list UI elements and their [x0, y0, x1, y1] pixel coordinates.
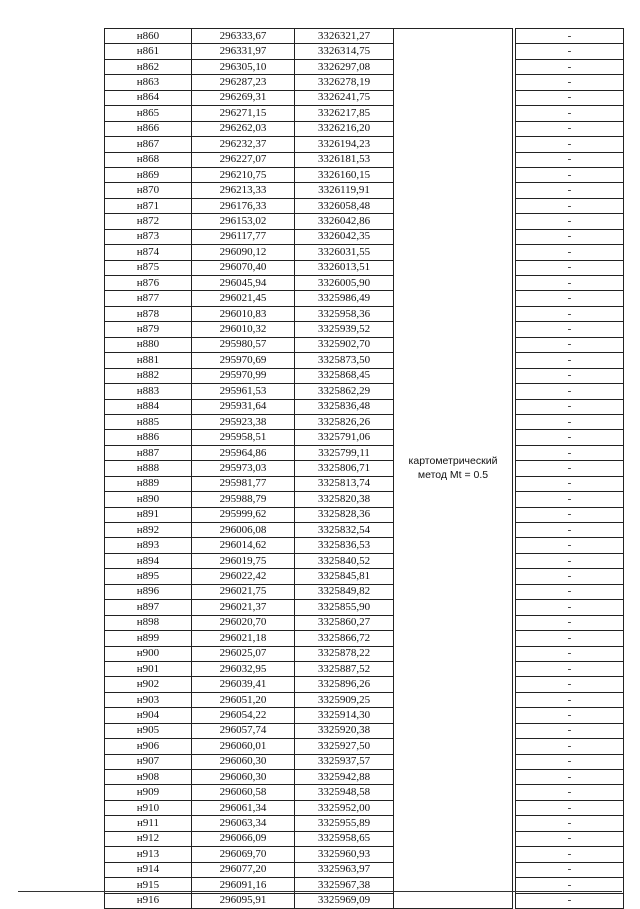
- table-row: [105, 276, 624, 291]
- point-id-cell: н868: [105, 152, 192, 167]
- x-coordinate-cell: 295923,38: [192, 414, 295, 429]
- point-id-cell: н875: [105, 260, 192, 275]
- accuracy-cell: -: [516, 137, 624, 152]
- point-id-cell: н863: [105, 75, 192, 90]
- y-coordinate-cell: 3326194,23: [295, 137, 394, 152]
- coordinates-table-wrapper: [104, 28, 619, 907]
- table-row: [105, 245, 624, 260]
- table-row: [105, 106, 624, 121]
- accuracy-cell: -: [516, 785, 624, 800]
- table-row: [105, 152, 624, 167]
- accuracy-cell: -: [516, 754, 624, 769]
- point-id-cell: н885: [105, 414, 192, 429]
- table-row: [105, 229, 624, 244]
- table-row: [105, 739, 624, 754]
- point-id-cell: н890: [105, 492, 192, 507]
- point-id-cell: н907: [105, 754, 192, 769]
- table-row: [105, 862, 624, 877]
- table-row: [105, 723, 624, 738]
- y-coordinate-cell: 3325896,26: [295, 677, 394, 692]
- bottom-divider: [18, 891, 622, 892]
- table-row: [105, 800, 624, 815]
- table-row: [105, 492, 624, 507]
- x-coordinate-cell: 296014,62: [192, 538, 295, 553]
- accuracy-cell: -: [516, 90, 624, 105]
- y-coordinate-cell: 3326160,15: [295, 167, 394, 182]
- point-id-cell: н906: [105, 739, 192, 754]
- x-coordinate-cell: 296077,20: [192, 862, 295, 877]
- x-coordinate-cell: 296010,83: [192, 306, 295, 321]
- table-row: [105, 770, 624, 785]
- accuracy-cell: -: [516, 306, 624, 321]
- accuracy-cell: -: [516, 661, 624, 676]
- point-id-cell: н892: [105, 523, 192, 538]
- accuracy-cell: -: [516, 245, 624, 260]
- x-coordinate-cell: 296057,74: [192, 723, 295, 738]
- x-coordinate-cell: 296066,09: [192, 831, 295, 846]
- table-row: [105, 183, 624, 198]
- accuracy-cell: -: [516, 445, 624, 460]
- y-coordinate-cell: 3325955,89: [295, 816, 394, 831]
- table-row: [105, 600, 624, 615]
- point-id-cell: н914: [105, 862, 192, 877]
- y-coordinate-cell: 3325969,09: [295, 893, 394, 908]
- x-coordinate-cell: 296213,33: [192, 183, 295, 198]
- table-row: [105, 306, 624, 321]
- point-id-cell: н899: [105, 631, 192, 646]
- table-row: [105, 44, 624, 59]
- point-id-cell: н879: [105, 322, 192, 337]
- point-id-cell: н915: [105, 878, 192, 893]
- x-coordinate-cell: 296054,22: [192, 708, 295, 723]
- method-text: [394, 454, 512, 482]
- y-coordinate-cell: 3325832,54: [295, 523, 394, 538]
- x-coordinate-cell: 296153,02: [192, 214, 295, 229]
- table-row: [105, 816, 624, 831]
- point-id-cell: н874: [105, 245, 192, 260]
- y-coordinate-cell: 3325836,53: [295, 538, 394, 553]
- accuracy-cell: -: [516, 276, 624, 291]
- point-id-cell: н910: [105, 800, 192, 815]
- x-coordinate-cell: 295988,79: [192, 492, 295, 507]
- method-line-2: метод Mt = 0.5: [417, 469, 489, 482]
- accuracy-cell: -: [516, 121, 624, 136]
- point-id-cell: н870: [105, 183, 192, 198]
- point-id-cell: н872: [105, 214, 192, 229]
- method-cell: [394, 29, 513, 909]
- table-row: [105, 353, 624, 368]
- y-coordinate-cell: 3325920,38: [295, 723, 394, 738]
- y-coordinate-cell: 3326058,48: [295, 198, 394, 213]
- x-coordinate-cell: 295961,53: [192, 384, 295, 399]
- point-id-cell: н901: [105, 661, 192, 676]
- y-coordinate-cell: 3325909,25: [295, 692, 394, 707]
- x-coordinate-cell: 296262,03: [192, 121, 295, 136]
- y-coordinate-cell: 3326314,75: [295, 44, 394, 59]
- accuracy-cell: -: [516, 44, 624, 59]
- accuracy-cell: -: [516, 291, 624, 306]
- y-coordinate-cell: 3326217,85: [295, 106, 394, 121]
- accuracy-cell: -: [516, 183, 624, 198]
- point-id-cell: н878: [105, 306, 192, 321]
- table-row: [105, 414, 624, 429]
- accuracy-cell: -: [516, 878, 624, 893]
- y-coordinate-cell: 3326216,20: [295, 121, 394, 136]
- x-coordinate-cell: 296060,01: [192, 739, 295, 754]
- point-id-cell: н895: [105, 569, 192, 584]
- point-id-cell: н913: [105, 847, 192, 862]
- point-id-cell: н904: [105, 708, 192, 723]
- accuracy-cell: -: [516, 816, 624, 831]
- point-id-cell: н909: [105, 785, 192, 800]
- y-coordinate-cell: 3325866,72: [295, 631, 394, 646]
- y-coordinate-cell: 3325868,45: [295, 368, 394, 383]
- x-coordinate-cell: 296060,30: [192, 770, 295, 785]
- x-coordinate-cell: 296006,08: [192, 523, 295, 538]
- x-coordinate-cell: 296070,40: [192, 260, 295, 275]
- accuracy-cell: -: [516, 800, 624, 815]
- accuracy-cell: -: [516, 770, 624, 785]
- point-id-cell: н866: [105, 121, 192, 136]
- x-coordinate-cell: 295980,57: [192, 337, 295, 352]
- table-row: [105, 615, 624, 630]
- accuracy-cell: -: [516, 600, 624, 615]
- accuracy-cell: -: [516, 492, 624, 507]
- accuracy-cell: -: [516, 337, 624, 352]
- table-row: [105, 121, 624, 136]
- y-coordinate-cell: 3325948,58: [295, 785, 394, 800]
- x-coordinate-cell: 296176,33: [192, 198, 295, 213]
- accuracy-cell: -: [516, 476, 624, 491]
- y-coordinate-cell: 3325806,71: [295, 461, 394, 476]
- table-row: [105, 337, 624, 352]
- y-coordinate-cell: 3325840,52: [295, 553, 394, 568]
- accuracy-cell: -: [516, 152, 624, 167]
- table-row: [105, 29, 624, 44]
- point-id-cell: н888: [105, 461, 192, 476]
- point-id-cell: н871: [105, 198, 192, 213]
- method-line-1: картометрический: [408, 455, 498, 468]
- x-coordinate-cell: 296022,42: [192, 569, 295, 584]
- x-coordinate-cell: 296045,94: [192, 276, 295, 291]
- y-coordinate-cell: 3325958,36: [295, 306, 394, 321]
- point-id-cell: н896: [105, 584, 192, 599]
- coordinates-table: [104, 28, 624, 909]
- point-id-cell: н893: [105, 538, 192, 553]
- x-coordinate-cell: 296032,95: [192, 661, 295, 676]
- table-row: [105, 708, 624, 723]
- accuracy-cell: -: [516, 893, 624, 908]
- table-row: [105, 692, 624, 707]
- table-row: [105, 291, 624, 306]
- y-coordinate-cell: 3326005,90: [295, 276, 394, 291]
- y-coordinate-cell: 3325952,00: [295, 800, 394, 815]
- x-coordinate-cell: 296021,18: [192, 631, 295, 646]
- y-coordinate-cell: 3325937,57: [295, 754, 394, 769]
- point-id-cell: н887: [105, 445, 192, 460]
- point-id-cell: н894: [105, 553, 192, 568]
- y-coordinate-cell: 3325826,26: [295, 414, 394, 429]
- accuracy-cell: -: [516, 260, 624, 275]
- accuracy-cell: -: [516, 553, 624, 568]
- x-coordinate-cell: 296063,34: [192, 816, 295, 831]
- y-coordinate-cell: 3325799,11: [295, 445, 394, 460]
- table-row: [105, 631, 624, 646]
- accuracy-cell: -: [516, 384, 624, 399]
- table-row: [105, 847, 624, 862]
- accuracy-cell: -: [516, 831, 624, 846]
- accuracy-cell: -: [516, 708, 624, 723]
- accuracy-cell: -: [516, 847, 624, 862]
- accuracy-cell: -: [516, 214, 624, 229]
- x-coordinate-cell: 296333,67: [192, 29, 295, 44]
- accuracy-cell: -: [516, 414, 624, 429]
- x-coordinate-cell: 296269,31: [192, 90, 295, 105]
- table-row: [105, 368, 624, 383]
- accuracy-cell: -: [516, 584, 624, 599]
- y-coordinate-cell: 3325849,82: [295, 584, 394, 599]
- point-id-cell: н882: [105, 368, 192, 383]
- y-coordinate-cell: 3326042,35: [295, 229, 394, 244]
- x-coordinate-cell: 295931,64: [192, 399, 295, 414]
- table-row: [105, 507, 624, 522]
- table-row: [105, 553, 624, 568]
- x-coordinate-cell: 296095,91: [192, 893, 295, 908]
- table-row: [105, 677, 624, 692]
- x-coordinate-cell: 296060,58: [192, 785, 295, 800]
- point-id-cell: н861: [105, 44, 192, 59]
- y-coordinate-cell: 3325862,29: [295, 384, 394, 399]
- y-coordinate-cell: 3325958,65: [295, 831, 394, 846]
- table-row: [105, 167, 624, 182]
- x-coordinate-cell: 296021,45: [192, 291, 295, 306]
- x-coordinate-cell: 296069,70: [192, 847, 295, 862]
- table-row: [105, 831, 624, 846]
- point-id-cell: н865: [105, 106, 192, 121]
- point-id-cell: н883: [105, 384, 192, 399]
- table-row: [105, 661, 624, 676]
- point-id-cell: н880: [105, 337, 192, 352]
- table-row: [105, 785, 624, 800]
- x-coordinate-cell: 296287,23: [192, 75, 295, 90]
- table-row: [105, 445, 624, 460]
- point-id-cell: н902: [105, 677, 192, 692]
- accuracy-cell: -: [516, 322, 624, 337]
- table-row: [105, 214, 624, 229]
- x-coordinate-cell: 296210,75: [192, 167, 295, 182]
- accuracy-cell: -: [516, 862, 624, 877]
- x-coordinate-cell: 295973,03: [192, 461, 295, 476]
- table-row: [105, 461, 624, 476]
- y-coordinate-cell: 3325939,52: [295, 322, 394, 337]
- accuracy-cell: -: [516, 106, 624, 121]
- x-coordinate-cell: 296021,75: [192, 584, 295, 599]
- x-coordinate-cell: 296060,30: [192, 754, 295, 769]
- x-coordinate-cell: 295970,99: [192, 368, 295, 383]
- table-row: [105, 754, 624, 769]
- point-id-cell: н873: [105, 229, 192, 244]
- accuracy-cell: -: [516, 353, 624, 368]
- accuracy-cell: -: [516, 75, 624, 90]
- point-id-cell: н889: [105, 476, 192, 491]
- y-coordinate-cell: 3326241,75: [295, 90, 394, 105]
- y-coordinate-cell: 3325855,90: [295, 600, 394, 615]
- point-id-cell: н881: [105, 353, 192, 368]
- y-coordinate-cell: 3326297,08: [295, 59, 394, 74]
- point-id-cell: н912: [105, 831, 192, 846]
- table-row: [105, 893, 624, 908]
- y-coordinate-cell: 3326181,53: [295, 152, 394, 167]
- x-coordinate-cell: 296025,07: [192, 646, 295, 661]
- y-coordinate-cell: 3325836,48: [295, 399, 394, 414]
- x-coordinate-cell: 296020,70: [192, 615, 295, 630]
- point-id-cell: н876: [105, 276, 192, 291]
- table-row: [105, 584, 624, 599]
- y-coordinate-cell: 3325878,22: [295, 646, 394, 661]
- accuracy-cell: -: [516, 229, 624, 244]
- accuracy-cell: -: [516, 646, 624, 661]
- table-row: [105, 569, 624, 584]
- point-id-cell: н860: [105, 29, 192, 44]
- y-coordinate-cell: 3325873,50: [295, 353, 394, 368]
- x-coordinate-cell: 296061,34: [192, 800, 295, 815]
- point-id-cell: н886: [105, 430, 192, 445]
- y-coordinate-cell: 3326321,27: [295, 29, 394, 44]
- y-coordinate-cell: 3325960,93: [295, 847, 394, 862]
- x-coordinate-cell: 296039,41: [192, 677, 295, 692]
- accuracy-cell: -: [516, 29, 624, 44]
- accuracy-cell: -: [516, 368, 624, 383]
- point-id-cell: н900: [105, 646, 192, 661]
- point-id-cell: н897: [105, 600, 192, 615]
- y-coordinate-cell: 3325813,74: [295, 476, 394, 491]
- point-id-cell: н911: [105, 816, 192, 831]
- y-coordinate-cell: 3326042,86: [295, 214, 394, 229]
- x-coordinate-cell: 295999,62: [192, 507, 295, 522]
- accuracy-cell: -: [516, 461, 624, 476]
- x-coordinate-cell: 295958,51: [192, 430, 295, 445]
- y-coordinate-cell: 3325860,27: [295, 615, 394, 630]
- point-id-cell: н898: [105, 615, 192, 630]
- y-coordinate-cell: 3325927,50: [295, 739, 394, 754]
- point-id-cell: н905: [105, 723, 192, 738]
- x-coordinate-cell: 296091,16: [192, 878, 295, 893]
- accuracy-cell: -: [516, 692, 624, 707]
- point-id-cell: н877: [105, 291, 192, 306]
- accuracy-cell: -: [516, 59, 624, 74]
- accuracy-cell: -: [516, 198, 624, 213]
- accuracy-cell: -: [516, 538, 624, 553]
- table-row: [105, 198, 624, 213]
- accuracy-cell: -: [516, 677, 624, 692]
- point-id-cell: н862: [105, 59, 192, 74]
- accuracy-cell: -: [516, 615, 624, 630]
- x-coordinate-cell: 296021,37: [192, 600, 295, 615]
- y-coordinate-cell: 3325791,06: [295, 430, 394, 445]
- table-row: [105, 646, 624, 661]
- table-row: [105, 260, 624, 275]
- accuracy-cell: -: [516, 167, 624, 182]
- y-coordinate-cell: 3325902,70: [295, 337, 394, 352]
- x-coordinate-cell: 296019,75: [192, 553, 295, 568]
- y-coordinate-cell: 3326119,91: [295, 183, 394, 198]
- y-coordinate-cell: 3325942,88: [295, 770, 394, 785]
- accuracy-cell: -: [516, 399, 624, 414]
- accuracy-cell: -: [516, 739, 624, 754]
- x-coordinate-cell: 296051,20: [192, 692, 295, 707]
- y-coordinate-cell: 3325828,36: [295, 507, 394, 522]
- y-coordinate-cell: 3326031,55: [295, 245, 394, 260]
- table-row: [105, 75, 624, 90]
- x-coordinate-cell: 296232,37: [192, 137, 295, 152]
- y-coordinate-cell: 3325914,30: [295, 708, 394, 723]
- y-coordinate-cell: 3325845,81: [295, 569, 394, 584]
- x-coordinate-cell: 296271,15: [192, 106, 295, 121]
- table-row: [105, 322, 624, 337]
- accuracy-cell: -: [516, 723, 624, 738]
- accuracy-cell: -: [516, 631, 624, 646]
- y-coordinate-cell: 3325967,38: [295, 878, 394, 893]
- point-id-cell: н903: [105, 692, 192, 707]
- x-coordinate-cell: 296117,77: [192, 229, 295, 244]
- accuracy-cell: -: [516, 523, 624, 538]
- point-id-cell: н864: [105, 90, 192, 105]
- point-id-cell: н869: [105, 167, 192, 182]
- accuracy-cell: -: [516, 430, 624, 445]
- x-coordinate-cell: 295970,69: [192, 353, 295, 368]
- table-row: [105, 523, 624, 538]
- table-row: [105, 59, 624, 74]
- x-coordinate-cell: 296010,32: [192, 322, 295, 337]
- accuracy-cell: -: [516, 507, 624, 522]
- table-row: [105, 384, 624, 399]
- y-coordinate-cell: 3326278,19: [295, 75, 394, 90]
- x-coordinate-cell: 296305,10: [192, 59, 295, 74]
- point-id-cell: н908: [105, 770, 192, 785]
- y-coordinate-cell: 3325887,52: [295, 661, 394, 676]
- y-coordinate-cell: 3325963,97: [295, 862, 394, 877]
- x-coordinate-cell: 295964,86: [192, 445, 295, 460]
- x-coordinate-cell: 296090,12: [192, 245, 295, 260]
- table-row: [105, 476, 624, 491]
- point-id-cell: н867: [105, 137, 192, 152]
- y-coordinate-cell: 3325986,49: [295, 291, 394, 306]
- accuracy-cell: -: [516, 569, 624, 584]
- y-coordinate-cell: 3325820,38: [295, 492, 394, 507]
- coordinates-table-body: [105, 29, 624, 909]
- table-row: [105, 538, 624, 553]
- x-coordinate-cell: 295981,77: [192, 476, 295, 491]
- point-id-cell: н916: [105, 893, 192, 908]
- table-row: [105, 399, 624, 414]
- table-row: [105, 430, 624, 445]
- table-row: [105, 90, 624, 105]
- x-coordinate-cell: 296227,07: [192, 152, 295, 167]
- x-coordinate-cell: 296331,97: [192, 44, 295, 59]
- point-id-cell: н891: [105, 507, 192, 522]
- y-coordinate-cell: 3326013,51: [295, 260, 394, 275]
- point-id-cell: н884: [105, 399, 192, 414]
- table-row: [105, 137, 624, 152]
